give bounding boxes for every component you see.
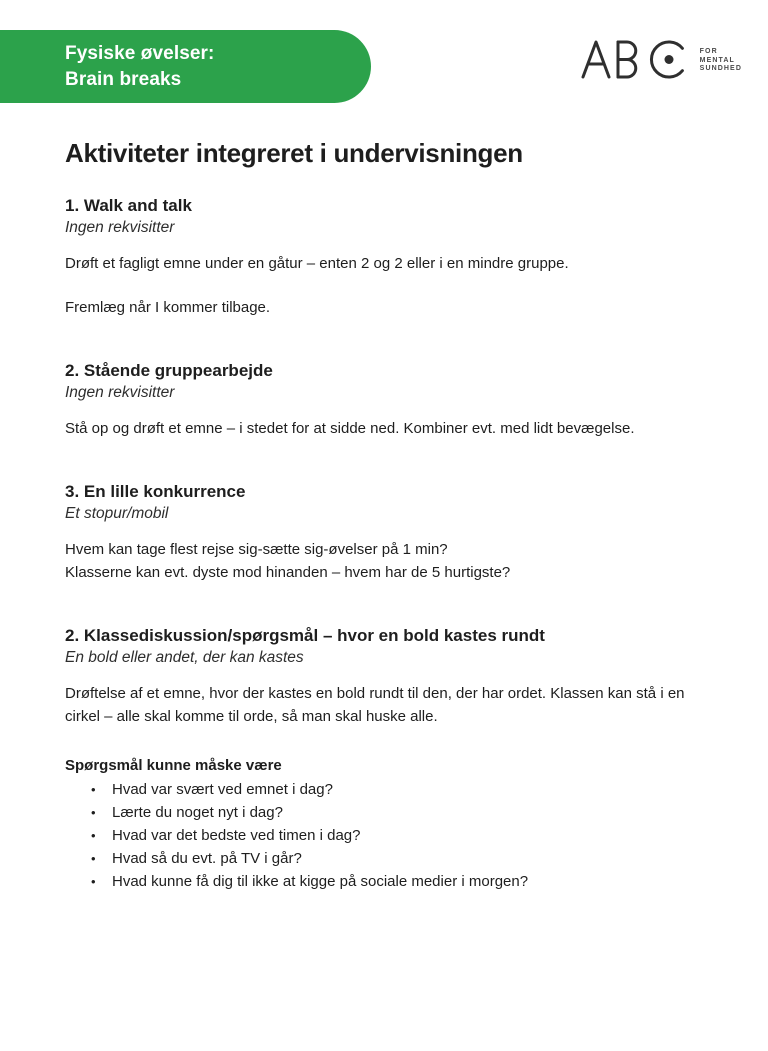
banner-title-line2: Brain breaks [65, 68, 182, 90]
list-item-text: Hvad så du evt. på TV i går? [112, 850, 302, 867]
section-heading: 3. En lille konkurrence [65, 482, 246, 501]
banner-title-line1: Fysiske øvelser: [65, 42, 215, 64]
section-props: Ingen rekvisitter [65, 384, 175, 401]
document-content [65, 103, 705, 893]
section-klassediskussion [65, 625, 705, 728]
section-props: Ingen rekvisitter [65, 219, 175, 236]
questions-list [65, 778, 705, 893]
section-paragraph: Hvem kan tage flest rejse sig-sætte sig-øvelser på 1 min? [65, 541, 448, 558]
questions-block [65, 754, 705, 893]
logo-tagline [700, 46, 742, 74]
list-item-text: Lærte du noget nyt i dag? [112, 804, 283, 821]
page-title: Aktiviteter integreret i undervisningen [65, 138, 523, 168]
section-walk-and-talk [65, 195, 705, 319]
list-item [65, 778, 705, 801]
bullet-icon: • [91, 851, 96, 866]
bullet-icon: • [91, 805, 96, 820]
abc-mental-sundhed-logo [581, 36, 742, 84]
list-item [65, 824, 705, 847]
bullet-icon: • [91, 782, 96, 797]
header-banner [0, 30, 371, 103]
section-paragraph: Fremlæg når I kommer tilbage. [65, 299, 271, 316]
section-heading: 1. Walk and talk [65, 196, 192, 215]
list-item [65, 847, 705, 870]
section-paragraph: Drøftelse af et emne, hvor der kastes en bold rundt til den, der har ordet. Klassen kan stå i en cirkel – alle skal komme til orde, så man skal huske alle. [65, 685, 685, 725]
logo-tagline-line3: SUNDHED [699, 65, 742, 73]
sections-container [65, 195, 705, 893]
section-paragraph: Klasserne kan evt. dyste mod hinanden – hvem har de 5 hurtigste? [65, 564, 511, 581]
questions-heading: Spørgsmål kunne måske være [65, 757, 282, 774]
list-item-text: Hvad kunne få dig til ikke at kigge på sociale medier i morgen? [112, 873, 529, 890]
section-props: En bold eller andet, der kan kastes [65, 649, 304, 666]
section-props: Et stopur/mobil [65, 505, 169, 522]
abc-logo-icon [581, 36, 693, 84]
bullet-icon: • [91, 874, 96, 889]
list-item-text: Hvad var det bedste ved timen i dag? [112, 827, 361, 844]
list-item [65, 870, 705, 893]
section-paragraph: Stå op og drøft et emne – i stedet for at sidde ned. Kombiner evt. med lidt bevægelse. [65, 420, 635, 437]
bullet-icon: • [91, 828, 96, 843]
section-staaende-gruppearbejde [65, 360, 705, 440]
section-paragraph: Drøft et fagligt emne under en gåtur – enten 2 og 2 eller i en mindre gruppe. [65, 255, 569, 272]
section-heading: 2. Stående gruppearbejde [65, 361, 273, 380]
list-item [65, 801, 705, 824]
section-en-lille-konkurrence [65, 481, 705, 584]
list-item-text: Hvad var svært ved emnet i dag? [112, 781, 333, 798]
section-heading: 2. Klassediskussion/spørgsmål – hvor en bold kastes rundt [65, 626, 545, 645]
logo-tagline-line1: FOR [699, 48, 718, 56]
logo-tagline-line2: MENTAL [699, 56, 735, 64]
